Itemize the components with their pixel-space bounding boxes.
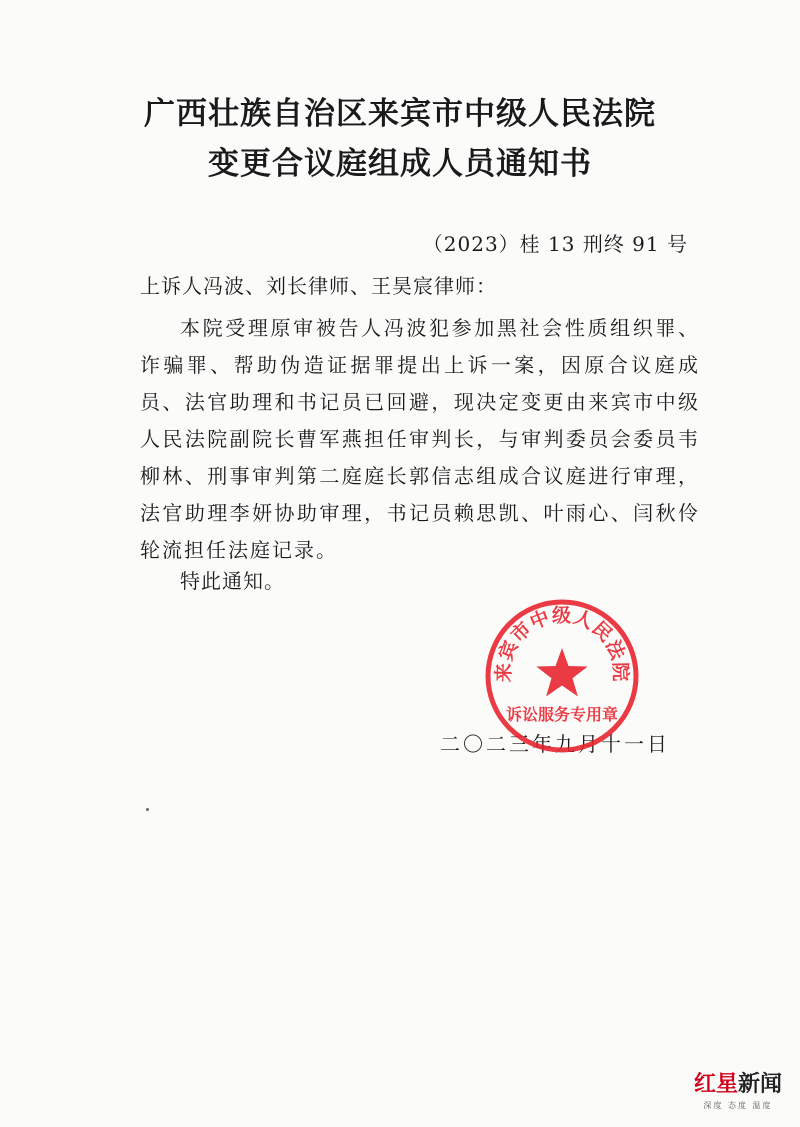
paper-speck [146, 808, 149, 811]
seal-subtext: 诉讼服务专用章 [505, 705, 619, 724]
watermark-logo [684, 1071, 792, 1099]
court-seal [482, 596, 642, 756]
issue-date: 二〇二三年九月十一日 [440, 732, 670, 756]
star-icon [536, 648, 587, 697]
closing-remark: 特此通知。 [180, 569, 285, 593]
watermark-tagline: 深度 态度 温度 [703, 1101, 773, 1110]
addressee: 上诉人冯波、刘长律师、王昊宸律师： [140, 274, 497, 298]
watermark-brand-dark: 新闻 [738, 1072, 783, 1097]
notice-body: 本院受理原审被告人冯波犯参加黑社会性质组织罪、诈骗罪、帮助伪造证据罪提出上诉一案，因原合议庭成员、法官助理和书记员已回避，现决定变更由来宾市中级人民法院副院长曹军燕担任审判长，与审判委员会委员韦柳林、刑事审判第二庭庭长郭信志组成合议庭进行审理，法官助理李妍协助审理，书记员赖思凯、叶雨心、闫秋伶轮流担任法庭记录。 [140, 316, 700, 562]
case-number: （2023）桂 13 刑终 91 号 [422, 232, 688, 256]
court-name-title: 广西壮族自治区来宾市中级人民法院 [144, 96, 656, 132]
seal-arc-text: 来宾市中级人民法院 [492, 604, 632, 683]
news-watermark [684, 1071, 792, 1119]
notice-title: 变更合议庭组成人员通知书 [208, 146, 592, 182]
watermark-brand-red: 红星 [693, 1072, 738, 1097]
